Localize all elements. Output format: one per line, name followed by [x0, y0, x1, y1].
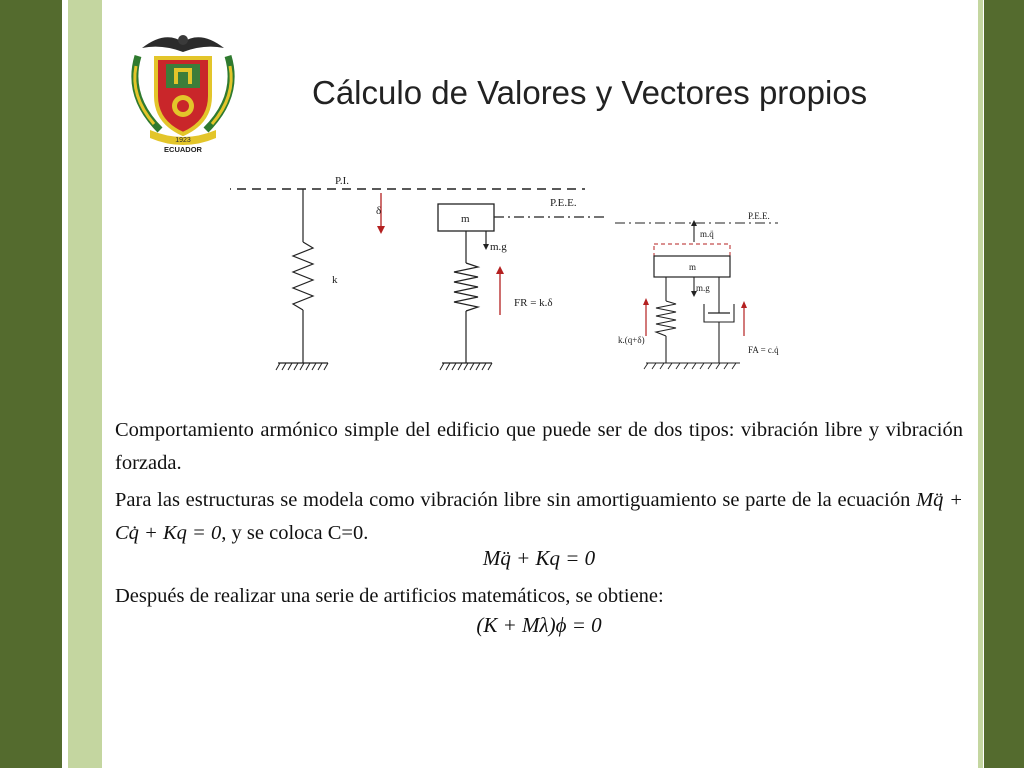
paragraph-2-suffix: , y se coloca C=0. [221, 522, 369, 544]
label-m1: m [461, 213, 470, 225]
label-pee2: P.E.E. [748, 211, 770, 221]
label-m2: m [689, 262, 697, 272]
paragraph-2-prefix: Para las estructuras se modela como vibración libre sin amortiguamiento se parte de la ecuación [115, 489, 917, 511]
paragraph-1: Comportamiento armónico simple del edificio que puede ser de dos tipos: vibración libre y vibración forzada. [115, 419, 963, 474]
coat-of-arms-logo [120, 26, 246, 154]
label-pee1: P.E.E. [550, 197, 577, 209]
label-delta: δ [376, 205, 382, 217]
slide-title: Cálculo de Valores y Vectores propios [312, 74, 868, 111]
left-light-bar [68, 0, 102, 768]
label-fr: FR = k.δ [514, 297, 553, 309]
label-fa: FA = c.q̇ [748, 345, 779, 355]
spring-mass-diagram [230, 160, 830, 385]
equation-1: Mq̈ + Kq = 0 [482, 546, 596, 570]
paragraph-2 [115, 484, 963, 550]
inline-equation: Mq̈ + Cq̇ + Kq = 0 [115, 489, 963, 544]
label-mg1: m.g [490, 241, 507, 253]
paragraph-3: Después de realizar una serie de artificios matemáticos, se obtiene: [115, 585, 664, 607]
label-k: k [332, 274, 338, 286]
equation-2: (K + Mλ)ϕ = 0 [476, 613, 602, 637]
right-light-bar [978, 0, 983, 768]
right-dark-bar [984, 0, 1024, 768]
logo-country: ECUADOR [164, 145, 202, 154]
logo-year: 1923 [175, 137, 191, 144]
label-mg2: m.g [696, 283, 710, 293]
left-dark-bar [0, 0, 62, 768]
label-pi: P.I. [335, 175, 350, 187]
label-kq: k.(q+δ) [618, 335, 645, 345]
label-mq: m.q̈ [700, 229, 714, 239]
